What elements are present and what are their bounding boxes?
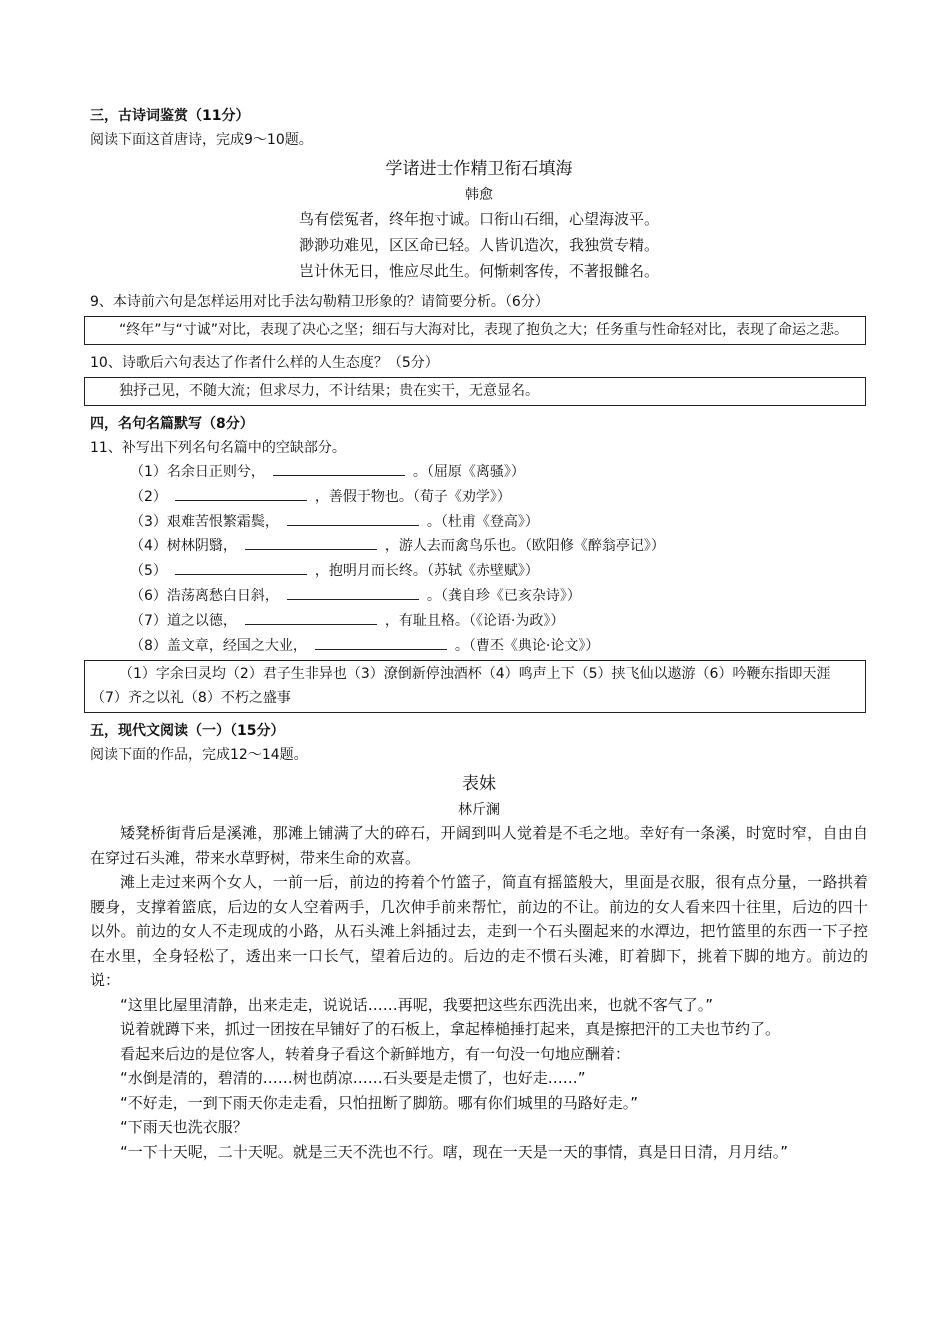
fill-suffix: ，游人去而禽鸟乐也。（欧阳修《醉翁亭记》） [384,538,665,555]
story-paragraph: 说着就蹲下来，抓过一团按在早铺好了的石板上，拿起棒槌捶打起来，真是擦把汗的工夫也节约了。 [120,1020,781,1039]
fill-prefix: （5） [130,563,167,580]
section4-heading: 四，名句名篇默写（8分） [90,416,254,432]
story-author: 林斤澜 [458,802,500,819]
fill-prefix: （1）名余日正则兮， [130,464,265,480]
story-paragraph: 看起来后边的是位客人，转着身子看这个新鲜地方，有一句没一句地应酬着： [120,1044,631,1063]
fill-blank[interactable] [287,512,419,526]
fill-blank[interactable] [175,487,307,501]
poem-line: 渺渺功难见，区区命已轻。人皆讥造次，我独赏专精。 [298,236,659,254]
story-paragraph: “水倒是清的，碧清的……树也荫凉……石头要是走惯了，也好走……” [120,1069,586,1088]
exam-page [90,104,868,1164]
fill-item-5 [90,559,868,584]
fill-blank[interactable] [315,636,447,650]
fill-item-1 [90,460,868,485]
fill-item-6 [90,584,868,609]
fill-item-2 [90,485,868,510]
answer-10-box: 独抒己见，不随大流；但求尽力，不计结果；贵在实干，无意显名。 [84,377,866,406]
fill-suffix: 。（龚自珍《已亥杂诗》） [426,587,581,604]
fill-prefix: （8）盖文章，经国之大业， [130,637,307,654]
story-paragraph: “下雨天也洗衣服？ [120,1118,248,1137]
question-10: 10、诗歌后六句表达了作者什么样的人生态度？（5分） [90,355,439,371]
fill-item-3 [90,510,868,535]
story-paragraph: “一下十天呢，二十天呢。就是三天不洗也不行。嗐，现在一天是一天的事情，真是日日清，月月结。” [120,1142,789,1161]
story-paragraph: 滩上走过来两个女人，一前一后，前边的挎着个竹篮子，简直有摇篮般大，里面是衣服，很有点分量，一路拱着腰身，支撑着篮底，后边的女人空着两手，几次伸手前来帮忙，前边的不让。前边的女人看来四十往里，后边的四十以外。前边的女人不走现成的小路，从石头滩上斜插过去，走到一个石头圈起来的水潭边，把竹篮里的东西一下子控在水里，全身轻松了，透出来一口长气，望着后边的。后边的走不惯石头滩，盯着脚下，挑着下脚的地方。前边的说： [90,873,868,990]
section5-instruction: 阅读下面的作品，完成12～14题。 [90,747,308,764]
fill-prefix: （7）道之以德， [130,612,237,629]
fill-prefix: （3）艰难苦恨繁霜鬓， [130,513,279,530]
answer-9-box: “终年”与“寸诚”对比，表现了决心之坚；细石与大海对比，表现了抱负之大；任务重与性命轻对比，表现了命运之悲。 [84,316,866,345]
fill-item-7 [90,609,868,634]
fill-blank[interactable] [273,462,405,476]
fill-prefix: （2） [130,488,167,505]
fill-suffix: 。（屈原《离骚》） [412,464,525,480]
fill-suffix: 。（杜甫《登高》） [426,513,539,530]
fill-item-4 [90,534,868,559]
poem-title: 学诸进士作精卫衔石填海 [385,159,573,179]
story-paragraph: “这里比屋里清静，出来走走，说说话……再呢，我要把这些东西洗出来，也就不客气了。” [120,995,714,1014]
fill-prefix: （6）浩荡离愁白日斜， [130,587,279,604]
story-paragraph: “不好走，一到下雨天你走走看，只怕扭断了脚筋。哪有你们城里的马路好走。” [120,1093,639,1112]
fill-blank[interactable] [175,561,307,575]
story-title: 表妹 [462,774,496,795]
fill-prefix: （4）树林阴翳， [130,538,237,555]
poem-line: 鸟有偿冤者，终年抱寸诚。口衔山石细，心望海波平。 [298,210,659,228]
question-11: 11、补写出下列名句名篇中的空缺部分。 [90,440,346,456]
fill-blank[interactable] [245,611,377,625]
fill-blank[interactable] [287,586,419,600]
poem-author: 韩愈 [465,187,493,203]
answer-11-box: （1）字余曰灵均（2）君子生非异也（3）潦倒新停浊酒杯（4）鸣声上下（5）挟飞仙以遨游（6）吟鞭东指即天涯（7）齐之以礼（8）不朽之盛事 [84,660,866,713]
fill-suffix: 。（曹丕《典论·论文》） [454,637,600,654]
story-paragraph: 矮凳桥街背后是溪滩，那滩上铺满了大的碎石，开阔到叫人觉着是不毛之地。幸好有一条溪，时宽时窄，自由自在穿过石头滩，带来水草野树，带来生命的欢喜。 [90,824,868,867]
fill-item-8 [90,634,868,659]
fill-suffix: ，抱明月而长终。（苏轼《赤壁赋》） [314,563,539,580]
fill-suffix: ，有耻且格。（《论语·为政》） [384,612,565,629]
section3-instruction: 阅读下面这首唐诗，完成9～10题。 [90,132,313,148]
section5-heading: 五，现代文阅读（一）（15分） [90,723,285,740]
fill-blank[interactable] [245,536,377,550]
fill-suffix: ，善假于物也。（荀子《劝学》） [314,488,511,505]
question-9: 9、本诗前六句是怎样运用对比手法勾勒精卫形象的？请简要分析。（6分） [90,294,549,310]
poem-line: 岂计休无日，惟应尽此生。何惭刺客传，不著报雠名。 [298,262,659,280]
section3-heading: 三，古诗词鉴赏（11分） [90,108,250,124]
